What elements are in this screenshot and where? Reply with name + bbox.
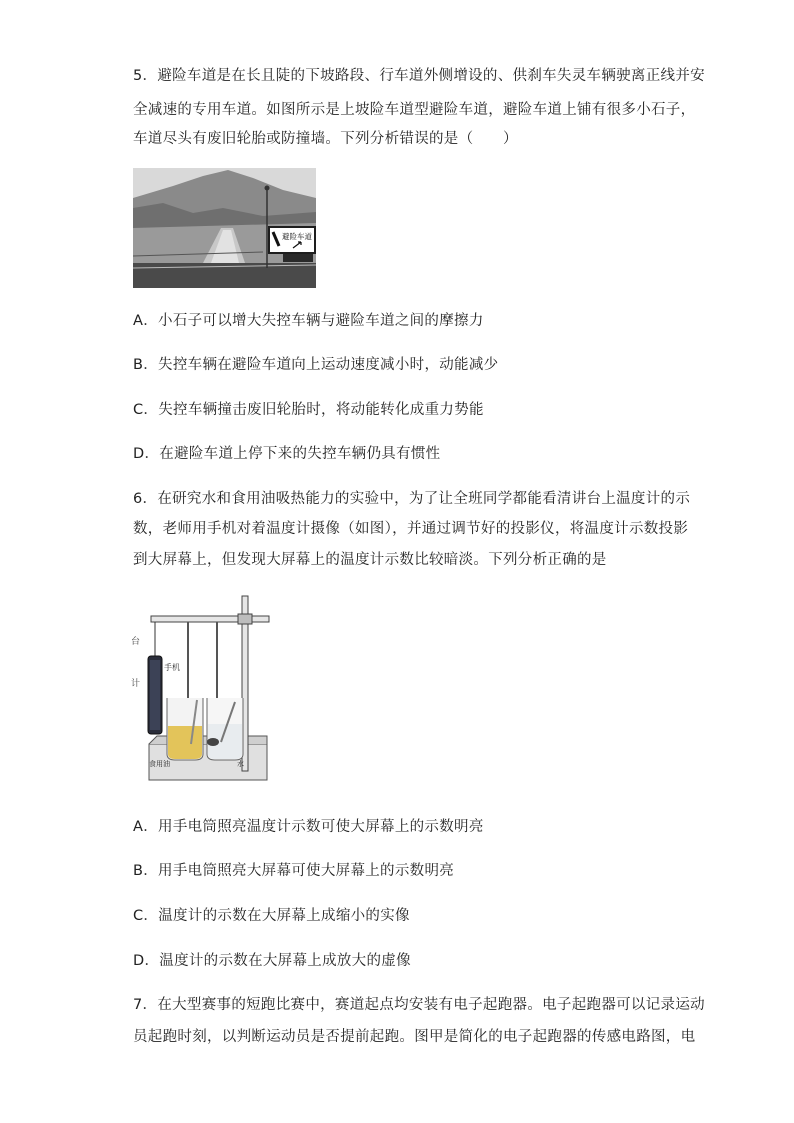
q5-option-b: B．失控车辆在避险车道向上运动速度减小时，动能减少 <box>133 357 499 373</box>
cooking-oil-label: 食用油 <box>149 760 170 768</box>
figure-edge-char-2: 计 <box>131 679 141 689</box>
q6-stem-line-2: 数，老师用手机对着温度计摄像（如图），并通过调节好的投影仪，将温度计示数投影 <box>133 521 689 537</box>
q6-option-c: C．温度计的示数在大屏幕上成缩小的实像 <box>133 908 410 924</box>
q5-option-a: A．小石子可以增大失控车辆与避险车道之间的摩擦力 <box>133 313 484 329</box>
q5-option-c: C．失控车辆撞击废旧轮胎时，将动能转化成重力势能 <box>133 402 484 418</box>
q7-stem-line-1: 7．在大型赛事的短跑比赛中，赛道起点均安装有电子起跑器。电子起跑器可以记录运动 <box>133 997 705 1013</box>
q7-stem-line-2: 员起跑时刻，以判断运动员是否提前起跑。图甲是简化的电子起跑器的传感电路图，电 <box>133 1029 696 1045</box>
q6-stem-line-1: 6．在研究水和食用油吸热能力的实验中，为了让全班同学都能看清讲台上温度计的示 <box>133 491 691 507</box>
q5-option-d: D．在避险车道上停下来的失控车辆仍具有惯性 <box>133 446 441 462</box>
phone-label: 手机 <box>164 663 180 672</box>
q6-option-a: A．用手电筒照亮温度计示数可使大屏幕上的示数明亮 <box>133 819 484 835</box>
q5-stem-line-1: 5．避险车道是在长且陡的下坡路段、行车道外侧增设的、供刹车失灵车辆驶离正线并安 <box>133 68 705 84</box>
escape-lane-sign-text: 避险车道 <box>282 232 312 241</box>
q6-option-d: D．温度计的示数在大屏幕上成放大的虚像 <box>133 953 411 969</box>
escape-lane-photo <box>133 168 316 288</box>
water-label: 水 <box>237 760 244 768</box>
figure-edge-char-1: 台 <box>131 637 141 647</box>
q5-stem-line-2: 全减速的专用车道。如图所示是上坡险车道型避险车道，避险车道上铺有很多小石子， <box>133 102 696 118</box>
thermometer-experiment-figure <box>131 594 271 784</box>
q5-stem-line-3: 车道尽头有废旧轮胎或防撞墙。下列分析错误的是（ ） <box>133 131 518 147</box>
q6-stem-line-3: 到大屏幕上，但发现大屏幕上的温度计示数比较暗淡。下列分析正确的是 <box>133 552 607 568</box>
q6-option-b: B．用手电筒照亮大屏幕可使大屏幕上的示数明亮 <box>133 863 455 879</box>
